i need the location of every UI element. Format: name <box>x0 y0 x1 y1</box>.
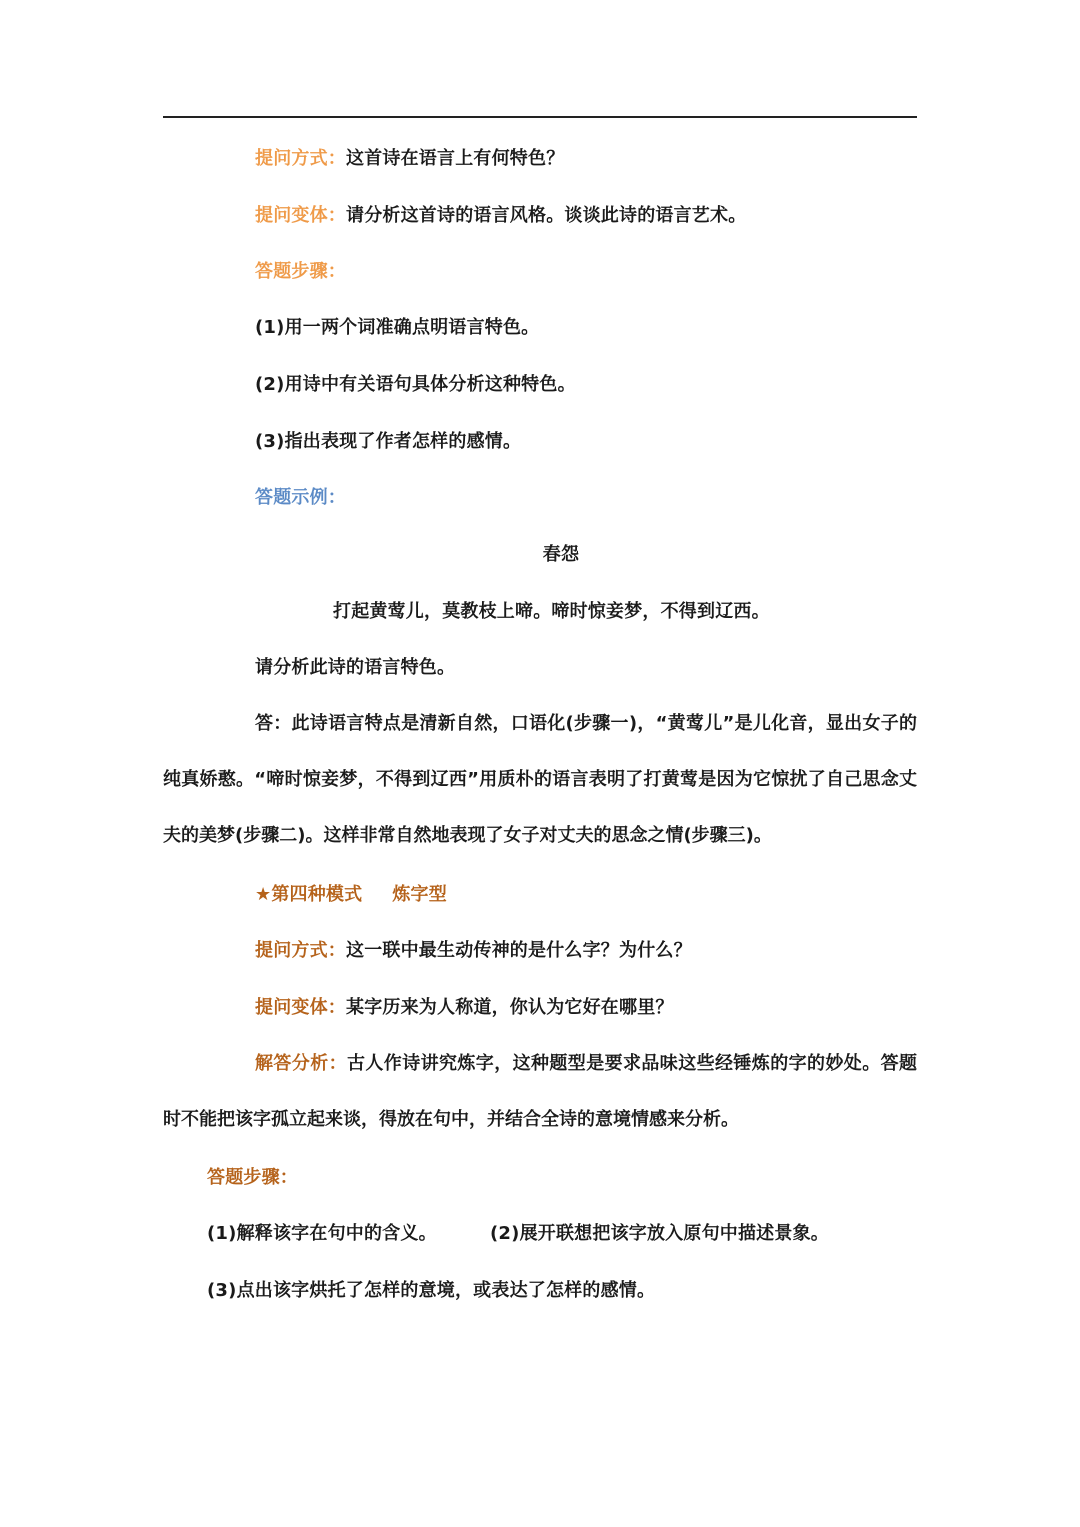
question-variant-text: 请分析这首诗的语言风格。谈谈此诗的语言艺术。 <box>346 205 747 226</box>
answer-step-2-3: (3)点出该字烘托了怎样的意境，或表达了怎样的感情。 <box>207 1280 656 1301</box>
question-method-line-2 <box>255 939 692 963</box>
mode-heading <box>255 883 447 907</box>
question-method-label: 提问方式： <box>255 148 346 169</box>
answer-steps-label-2: 答题步骤： <box>207 1167 298 1188</box>
answer-step-2-1: (1)解释该字在句中的含义。 <box>207 1223 437 1244</box>
question-method-line <box>255 147 564 171</box>
question-variant-line <box>255 204 746 228</box>
question-method-text-2: 这一联中最生动传神的是什么字？为什么？ <box>346 940 692 961</box>
question-variant-line-2 <box>255 996 674 1020</box>
example-question: 请分析此诗的语言特色。 <box>255 657 456 678</box>
answer-step-1: (1)用一两个词准确点明语言特色。 <box>255 317 540 338</box>
answer-step-2: (2)用诗中有关语句具体分析这种特色。 <box>255 374 576 395</box>
question-method-label-2: 提问方式： <box>255 940 346 961</box>
example-answer: 答：此诗语言特点是清新自然，口语化(步骤一)，“黄莺儿”是儿化音，显出女子的纯真娇憨。“啼时惊妾梦，不得到辽西”用质朴的语言表明了打黄莺是因为它惊扰了自己思念丈夫的美梦(步骤二)。这样非常自然地表现了女子对丈夫的思念之情(步骤三)。 <box>163 713 917 846</box>
answer-steps-label: 答题步骤： <box>255 261 346 282</box>
answer-analysis-label: 解答分析： <box>255 1053 347 1074</box>
question-variant-text-2: 某字历来为人称道，你认为它好在哪里？ <box>346 997 674 1018</box>
mode-heading-star: ★第四种模式 <box>255 884 363 905</box>
answer-analysis-text: 古人作诗讲究炼字，这种题型是要求品味这些经锤炼的字的妙处。答题时不能把该字孤立起来谈，得放在句中，并结合全诗的意境情感来分析。 <box>163 1053 917 1130</box>
top-divider <box>163 116 917 118</box>
question-variant-label: 提问变体： <box>255 205 346 226</box>
answer-step-2-2: (2)展开联想把该字放入原句中描述景象。 <box>490 1223 829 1244</box>
answer-step-3: (3)指出表现了作者怎样的感情。 <box>255 431 522 452</box>
poem-title: 春怨 <box>542 544 580 565</box>
mode-heading-type: 炼字型 <box>392 884 447 905</box>
poem-body: 打起黄莺儿，莫教枝上啼。啼时惊妾梦，不得到辽西。 <box>333 601 770 622</box>
question-method-text: 这首诗在语言上有何特色？ <box>346 148 565 169</box>
question-variant-label-2: 提问变体： <box>255 997 346 1018</box>
answer-analysis <box>163 1036 917 1148</box>
answer-example-label: 答题示例： <box>255 487 346 508</box>
